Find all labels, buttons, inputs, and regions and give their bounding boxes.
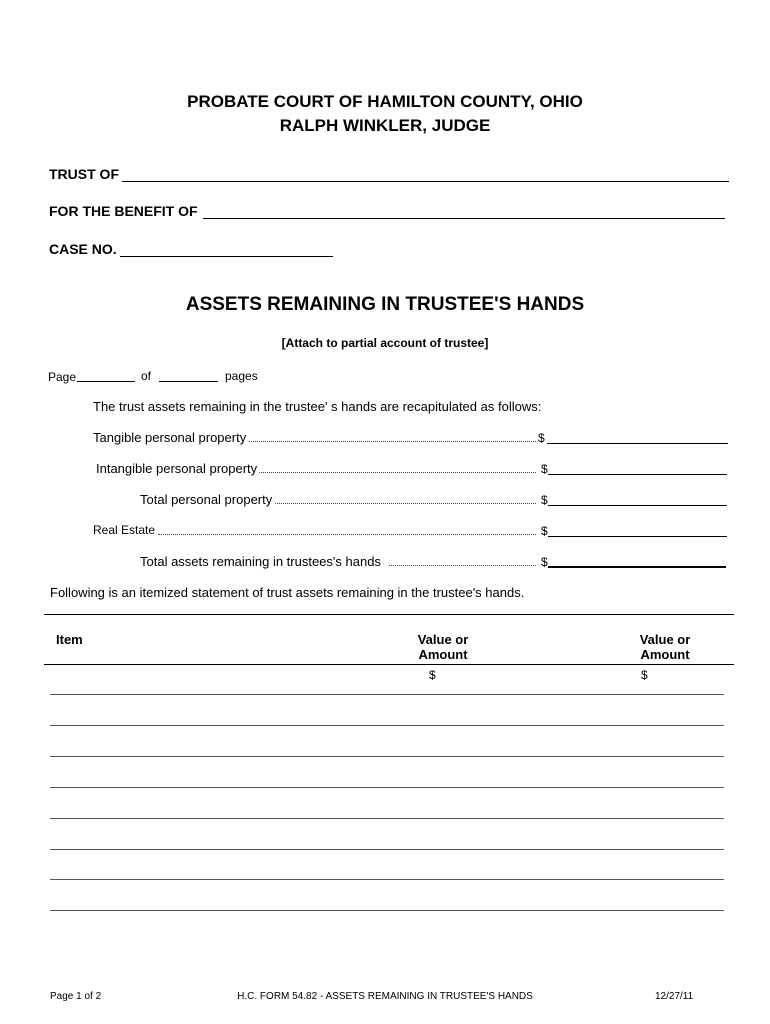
- table-row-line[interactable]: [50, 910, 724, 911]
- dollar-sign-col-2: $: [641, 668, 648, 682]
- dollar-sign: $: [541, 555, 548, 569]
- column-header-line: Value or: [417, 632, 469, 647]
- page-number-field[interactable]: [77, 381, 135, 382]
- column-header-line: Value or: [639, 632, 691, 647]
- column-header-value-2: [605, 632, 725, 662]
- judge-name: RALPH WINKLER, JUDGE: [279, 116, 491, 135]
- real-estate-amount-field[interactable]: [548, 536, 727, 537]
- tangible-amount-field[interactable]: [547, 443, 728, 444]
- intangible-amount-field[interactable]: [548, 474, 727, 475]
- dollar-sign: $: [541, 493, 548, 507]
- column-header-line: Amount: [418, 647, 468, 662]
- dollar-sign: $: [541, 524, 548, 538]
- page-label: Page: [48, 370, 77, 384]
- dollar-sign-col-1: $: [429, 668, 436, 682]
- footer-form: H.C. FORM 54.82 - ASSETS REMAINING IN TRUSTEE'S HANDS: [237, 991, 533, 1002]
- total-personal-amount-field[interactable]: [548, 505, 727, 506]
- real-estate-label: Real Estate: [93, 523, 156, 537]
- form-subtitle: [Attach to partial account of trustee]: [281, 336, 489, 350]
- of-label: of: [141, 369, 152, 383]
- dollar-sign: $: [538, 431, 545, 445]
- intangible-label: Intangible personal property: [96, 461, 258, 476]
- table-row-line[interactable]: [50, 725, 724, 726]
- case-no-field[interactable]: [120, 256, 333, 257]
- table-row-line[interactable]: [50, 756, 724, 757]
- case-no-label: CASE NO.: [49, 241, 117, 257]
- column-header-line: Amount: [640, 647, 690, 662]
- leader-dots: [249, 441, 536, 442]
- total-assets-label: Total assets remaining in trustees's hands: [140, 554, 381, 569]
- leader-dots: [158, 534, 536, 535]
- table-row-line[interactable]: [50, 787, 724, 788]
- column-header-value-1: [383, 632, 503, 662]
- for-benefit-of-field[interactable]: [203, 218, 725, 219]
- table-row-line[interactable]: [50, 818, 724, 819]
- tangible-label: Tangible personal property: [93, 430, 247, 445]
- dollar-sign: $: [541, 462, 548, 476]
- total-personal-label: Total personal property: [140, 492, 273, 507]
- total-pages-field[interactable]: [159, 381, 218, 382]
- leader-dots: [389, 565, 536, 566]
- recap-intro: The trust assets remaining in the trustee' s hands are recapitulated as follows:: [93, 399, 542, 414]
- trust-of-label: TRUST OF: [49, 166, 119, 182]
- itemized-intro: Following is an itemized statement of trust assets remaining in the trustee's hands.: [50, 585, 525, 600]
- footer-date: 12/27/11: [655, 991, 694, 1002]
- pages-label: pages: [225, 369, 258, 383]
- form-title: ASSETS REMAINING IN TRUSTEE'S HANDS: [185, 294, 585, 315]
- table-header-border: [44, 664, 734, 665]
- table-row-line[interactable]: [50, 694, 724, 695]
- table-row-line[interactable]: [50, 849, 724, 850]
- footer-page: Page 1 of 2: [50, 991, 102, 1002]
- total-assets-amount-field[interactable]: [548, 566, 726, 568]
- trust-of-field[interactable]: [122, 181, 729, 182]
- court-name: PROBATE COURT OF HAMILTON COUNTY, OHIO: [187, 92, 583, 111]
- leader-dots: [259, 472, 536, 473]
- table-row-line[interactable]: [50, 879, 724, 880]
- column-header-item: Item: [56, 632, 83, 647]
- table-top-border: [44, 614, 734, 615]
- leader-dots: [275, 503, 536, 504]
- for-benefit-of-label: FOR THE BENEFIT OF: [49, 203, 198, 219]
